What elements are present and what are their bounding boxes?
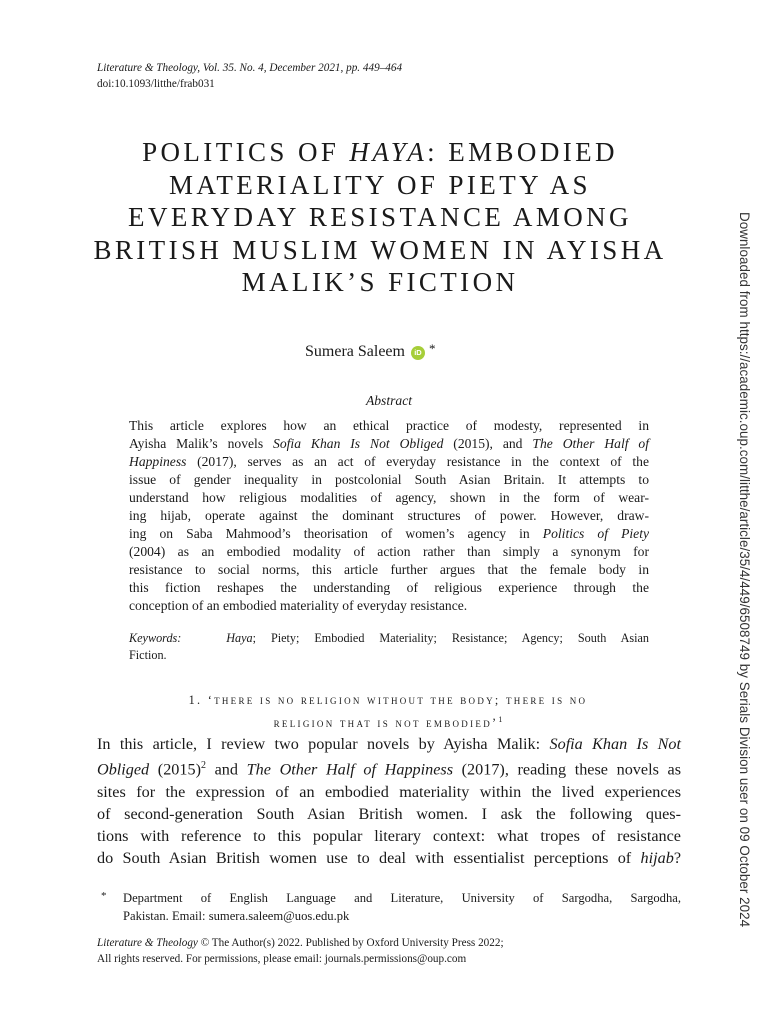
copyright-notice bbox=[97, 935, 504, 967]
footnote-mark: * bbox=[101, 890, 107, 902]
italic-text: Sofia Khan Is Not bbox=[549, 735, 681, 753]
footnote-line-1: Department of English Language and Literature, University of Sargodha, Sargodha, bbox=[123, 891, 681, 905]
keywords-line: Keywords: Haya; Piety; Embodied Materiality; Resistance; Agency; South Asian bbox=[129, 631, 650, 645]
copyright-line-1-rest: © The Author(s) 2022. Published by Oxford University Press 2022; bbox=[197, 937, 504, 949]
footnote-ref[interactable]: 2 bbox=[200, 760, 206, 772]
title-part-1: POLITICS OF bbox=[142, 137, 350, 167]
abstract-line: ing on Saba Mahmood’s theorisation of women’s agency in Politics of Piety bbox=[129, 526, 650, 541]
abstract-line: Ayisha Malik’s novels Sofia Khan Is Not Obliged (2015), and The Other Half of bbox=[129, 436, 650, 451]
copyright-journal: Literature & Theology bbox=[97, 937, 198, 949]
section-heading bbox=[0, 690, 768, 733]
italic-text: hijab bbox=[640, 849, 674, 868]
abstract-line: (2004) as an embodied modality of action rather than simply a synonym for bbox=[129, 544, 649, 559]
italic-text: Sofia Khan Is Not Obliged bbox=[273, 436, 444, 451]
download-watermark: Downloaded from https://academic.oup.com/litthe/article/35/4/449/6508749 by Serials Division user on 09 October 2024 bbox=[737, 212, 752, 928]
body-line: tions with reference to this popular literary context: what tropes of resistance bbox=[97, 827, 681, 846]
body-line: Obliged $(2015)^2$ and The Other Half of Happiness (2017), reading these novels as bbox=[97, 760, 682, 779]
abstract-line: conception of an embodied materiality of everyday resistance. bbox=[129, 598, 468, 613]
journal-citation: Literature & Theology, Vol. 35. No. 4, December 2021, pp. 449–464 bbox=[97, 62, 403, 74]
copyright-line-1 bbox=[97, 935, 504, 951]
abstract-line: Happiness (2017), serves as an act of everyday resistance in the context of the bbox=[129, 454, 649, 469]
footnote bbox=[97, 889, 681, 925]
section-footnote-ref[interactable]: 1 bbox=[498, 715, 503, 724]
italic-text: The Other Half of bbox=[532, 436, 650, 451]
abstract-body bbox=[129, 417, 649, 615]
keywords bbox=[129, 630, 649, 664]
section-heading-text: religion that is not embodied’ bbox=[273, 716, 499, 731]
author-name: Sumera Saleem bbox=[305, 343, 405, 360]
abstract-line: This article explores how an ethical practice of modesty, represented in bbox=[129, 418, 649, 433]
footnote-text bbox=[123, 889, 681, 925]
keywords-label: Keywords: bbox=[129, 631, 227, 645]
section-heading-line-2 bbox=[0, 710, 768, 733]
abstract-heading: Abstract bbox=[365, 393, 413, 408]
title-italic-word: HAYA bbox=[349, 137, 428, 167]
body-line: do South Asian British women use to deal with essentialist perceptions of hijab? bbox=[97, 849, 681, 868]
abstract-line: this fiction reshapes the understanding of religious experience through the bbox=[129, 580, 649, 595]
doi: doi:10.1093/litthe/frab031 bbox=[97, 78, 215, 90]
abstract-line: issue of gender inequality in postcolonial South Asian Britain. It attempts to bbox=[129, 472, 649, 487]
article-title bbox=[90, 136, 670, 299]
author-footnote-mark: * bbox=[428, 341, 436, 356]
body-line: In this article, I review two popular novels by Ayisha Malik: Sofia Khan Is Not bbox=[97, 735, 681, 753]
italic-text: Happiness bbox=[129, 454, 187, 469]
copyright-line-2: All rights reserved. For permissions, please email: journals.permissions@oup.com bbox=[97, 953, 467, 965]
abstract-line: ing hijab, operate against the dominant structures of power. However, draw- bbox=[129, 508, 649, 523]
italic-text: The Other Half of Happiness bbox=[246, 760, 454, 779]
orcid-icon[interactable]: iD bbox=[411, 346, 425, 360]
section-heading-line-1: 1. ‘there is no religion without the body; there is no bbox=[188, 693, 588, 707]
abstract-line: resistance to social norms, this article further argues that the female body in bbox=[129, 562, 649, 577]
body-line: of second-generation South Asian British women. I ask the following ques- bbox=[97, 805, 681, 823]
footnote-line-2: Pakistan. Email: sumera.saleem@uos.edu.pk bbox=[123, 909, 350, 923]
keywords-line: Fiction. bbox=[129, 648, 167, 662]
title-part-2: : EMBODIED MATERIALITY OF PIETY AS EVERYDAY RESISTANCE AMONG BRITISH MUSLIM WOMEN IN AYISHA MALIK’S FICTION bbox=[93, 137, 667, 298]
body-paragraph bbox=[97, 733, 681, 870]
italic-text: Politics of Piety bbox=[542, 526, 650, 541]
abstract-line: understand how religious modalities of agency, shown in the form of wear- bbox=[129, 490, 649, 505]
italic-text: Haya bbox=[226, 631, 253, 645]
body-line: sites for the expression of an embodied materiality within the lived experiences bbox=[97, 782, 681, 801]
italic-text: Obliged bbox=[97, 760, 150, 779]
